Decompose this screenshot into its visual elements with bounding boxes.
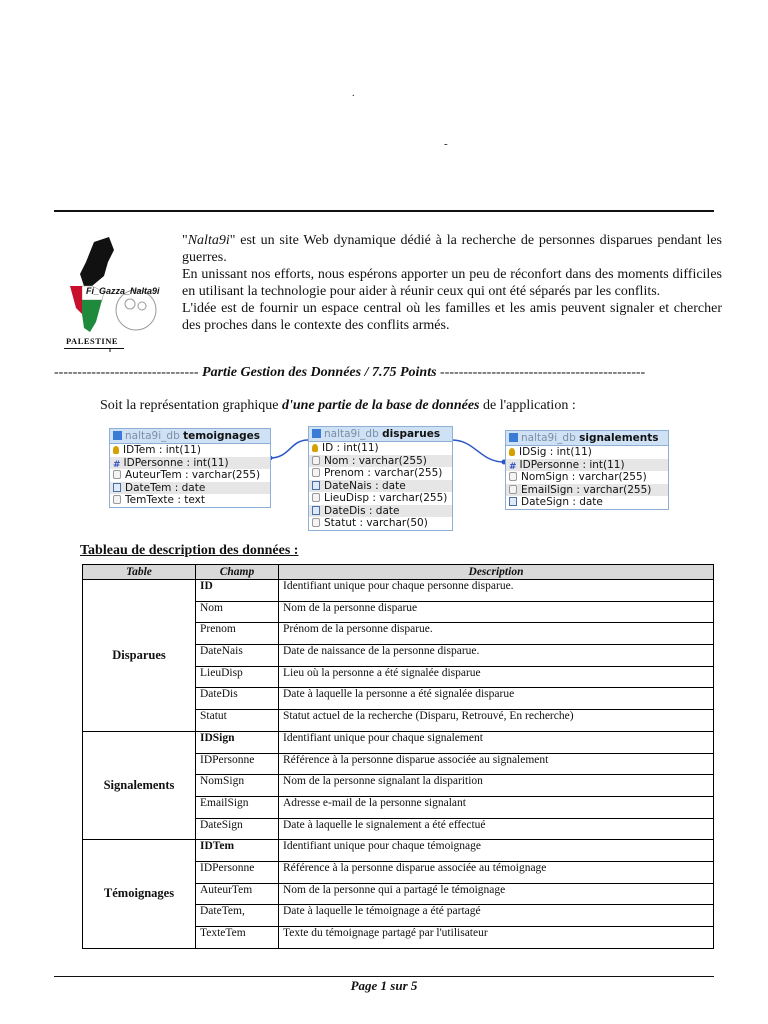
field-icon	[312, 468, 320, 477]
table-group-name: Disparues	[83, 580, 196, 732]
field-icon	[113, 470, 121, 479]
date-icon	[113, 483, 121, 492]
db-field-row	[506, 484, 668, 497]
header-description: Description	[279, 565, 714, 580]
champ-cell: LieuDisp	[196, 666, 279, 688]
date-icon	[509, 497, 517, 506]
bottom-rule	[54, 976, 714, 977]
section-left-dashes: -------------------------------	[54, 365, 199, 380]
db-table-name: temoignages	[183, 430, 260, 442]
db-field-row	[506, 496, 668, 509]
table-row	[83, 731, 714, 753]
db-field-text: IDTem : int(11)	[123, 444, 201, 456]
primary-key-icon	[312, 444, 318, 452]
table-title: Tableau de description des données :	[80, 543, 299, 558]
description-cell: Identifiant unique pour chaque personne disparue.	[279, 580, 714, 602]
primary-key-icon	[509, 448, 515, 456]
relation-line-signalements	[452, 440, 504, 462]
db-field-row	[309, 480, 452, 493]
db-table-2	[505, 430, 669, 510]
header-dot: .	[352, 88, 355, 99]
db-field-text: DateTem : date	[125, 481, 206, 494]
lead-sentence	[100, 398, 576, 414]
db-field-text: Statut : varchar(50)	[324, 517, 428, 529]
header-table: Table	[83, 565, 196, 580]
date-icon	[312, 481, 320, 490]
champ-cell: IDTem	[196, 840, 279, 862]
db-field-text: NomSign : varchar(255)	[521, 471, 647, 483]
champ-cell: DateTem,	[196, 905, 279, 927]
db-field-text: Nom : varchar(255)	[324, 454, 427, 467]
description-cell: Identifiant unique pour chaque signalement	[279, 731, 714, 753]
relation-endpoint	[268, 456, 273, 461]
field-icon	[509, 472, 517, 481]
logo-caption: Fi_Gazza_Nalta9i	[86, 286, 160, 296]
db-field-text: DateNais : date	[324, 479, 406, 492]
lead-emphasis: d'une partie de la base de données	[281, 398, 480, 413]
description-cell: Statut actuel de la recherche (Disparu, Retrouvé, En recherche)	[279, 710, 714, 732]
champ-cell: ID	[196, 580, 279, 602]
db-table-header	[110, 429, 270, 444]
db-field-row	[110, 444, 270, 457]
table-icon	[312, 429, 321, 438]
table-row	[83, 840, 714, 862]
date-icon	[312, 506, 320, 515]
field-icon	[312, 456, 320, 465]
header-dash: -	[444, 138, 448, 150]
primary-key-icon	[113, 446, 119, 454]
db-table-header	[506, 431, 668, 446]
db-field-row	[110, 482, 270, 495]
description-cell: Référence à la personne disparue associée au signalement	[279, 753, 714, 775]
intro-p1-text: est un site Web dynamique dédié à la recherche de personnes disparues pendant les guerres.	[182, 233, 722, 265]
db-field-text: ID : int(11)	[322, 442, 379, 454]
description-cell: Date à laquelle le témoignage a été partagé	[279, 905, 714, 927]
table-group-name: Témoignages	[83, 840, 196, 948]
db-field-row	[309, 517, 452, 530]
relation-line-temoignages	[270, 440, 308, 458]
db-field-text: Prenom : varchar(255)	[324, 467, 443, 479]
db-field-row	[309, 455, 452, 468]
champ-cell: AuteurTem	[196, 883, 279, 905]
section-title	[54, 365, 726, 381]
description-cell: Lieu où la personne a été signalée disparue	[279, 666, 714, 688]
field-icon	[312, 493, 320, 502]
db-field-row	[309, 467, 452, 480]
db-field-text: AuteurTem : varchar(255)	[125, 469, 261, 481]
lead-before: Soit la représentation graphique	[100, 398, 282, 413]
index-icon: #	[113, 459, 121, 470]
db-prefix: nalta9i_db	[125, 430, 180, 442]
db-field-text: IDSig : int(11)	[519, 446, 592, 458]
section-title-text: Partie Gestion des Données / 7.75 Points	[202, 365, 437, 380]
field-icon	[509, 485, 517, 494]
db-field-row	[309, 442, 452, 455]
champ-cell: DateDis	[196, 688, 279, 710]
index-icon: #	[509, 461, 517, 472]
table-icon	[509, 433, 518, 442]
db-field-text: DateSign : date	[521, 496, 603, 508]
db-table-name: disparues	[382, 428, 441, 440]
table-header-row	[83, 565, 714, 580]
description-cell: Nom de la personne signalant la disparition	[279, 775, 714, 797]
db-field-row	[506, 459, 668, 472]
intro-paragraph-1: "Nalta9i" est un site Web dynamique dédié à la recherche de personnes disparues pendant les guerres.	[182, 233, 722, 265]
header-champ: Champ	[196, 565, 279, 580]
description-cell: Identifiant unique pour chaque témoignage	[279, 840, 714, 862]
data-description-table	[82, 564, 714, 949]
db-field-text: IDPersonne : int(11)	[519, 458, 625, 471]
description-cell: Date de naissance de la personne disparue.	[279, 645, 714, 667]
intro-paragraph-3: L'idée est de fournir un espace central où les familles et les amis peuvent signaler et chercher des proches dans le contexte des conflits armés.	[182, 301, 722, 333]
intro-text	[182, 232, 722, 334]
champ-cell: DateNais	[196, 645, 279, 667]
logo-country: PALESTINE	[66, 336, 119, 346]
field-icon	[312, 518, 320, 527]
field-icon	[113, 495, 121, 504]
page-number: Page 1 sur 5	[350, 978, 418, 993]
db-field-row	[309, 505, 452, 518]
champ-cell: Prenom	[196, 623, 279, 645]
db-field-row	[506, 446, 668, 459]
section-right-dashes: --------------------------------------------	[440, 365, 646, 380]
nalta9i-logo	[64, 232, 174, 352]
db-field-text: IDPersonne : int(11)	[123, 456, 229, 469]
intro-paragraph-2: En unissant nos efforts, nous espérons apporter un peu de réconfort dans des moments difficiles en utilisant la technologie pour aider à réunir ceux qui ont été séparés par les conflits.	[182, 267, 722, 299]
db-field-row	[309, 492, 452, 505]
db-field-text: EmailSign : varchar(255)	[521, 483, 652, 496]
description-cell: Prénom de la personne disparue.	[279, 623, 714, 645]
relation-endpoint	[502, 460, 507, 465]
db-table-0	[109, 428, 271, 508]
db-table-header	[309, 427, 452, 442]
champ-cell: Statut	[196, 710, 279, 732]
description-cell: Texte du témoignage partagé par l'utilisateur	[279, 927, 714, 949]
champ-cell: EmailSign	[196, 796, 279, 818]
db-field-row	[110, 469, 270, 482]
db-field-row	[506, 471, 668, 484]
table-group-name: Signalements	[83, 731, 196, 839]
brand-name: Nalta9i	[187, 233, 230, 248]
description-cell: Nom de la personne qui a partagé le témoignage	[279, 883, 714, 905]
db-field-text: LieuDisp : varchar(255)	[324, 492, 448, 504]
db-prefix: nalta9i_db	[324, 428, 379, 440]
champ-cell: NomSign	[196, 775, 279, 797]
top-rule	[54, 210, 714, 212]
db-field-row	[110, 494, 270, 507]
db-field-row	[110, 457, 270, 470]
lead-after: de l'application :	[479, 398, 576, 413]
champ-cell: DateSign	[196, 818, 279, 840]
champ-cell: Nom	[196, 601, 279, 623]
champ-cell: IDPersonne	[196, 753, 279, 775]
description-cell: Nom de la personne disparue	[279, 601, 714, 623]
table-icon	[113, 431, 122, 440]
db-table-1	[308, 426, 453, 531]
description-cell: Date à laquelle le signalement a été effectué	[279, 818, 714, 840]
db-table-name: signalements	[579, 432, 659, 444]
champ-cell: TexteTem	[196, 927, 279, 949]
champ-cell: IDSign	[196, 731, 279, 753]
db-field-text: DateDis : date	[324, 504, 400, 517]
db-field-text: TemTexte : text	[125, 494, 205, 506]
champ-cell: IDPersonne	[196, 861, 279, 883]
description-cell: Date à laquelle la personne a été signalée disparue	[279, 688, 714, 710]
db-prefix: nalta9i_db	[521, 432, 576, 444]
description-cell: Référence à la personne disparue associée au témoignage	[279, 861, 714, 883]
description-cell: Adresse e-mail de la personne signalant	[279, 796, 714, 818]
table-row	[83, 580, 714, 602]
logo-underline	[64, 348, 124, 349]
